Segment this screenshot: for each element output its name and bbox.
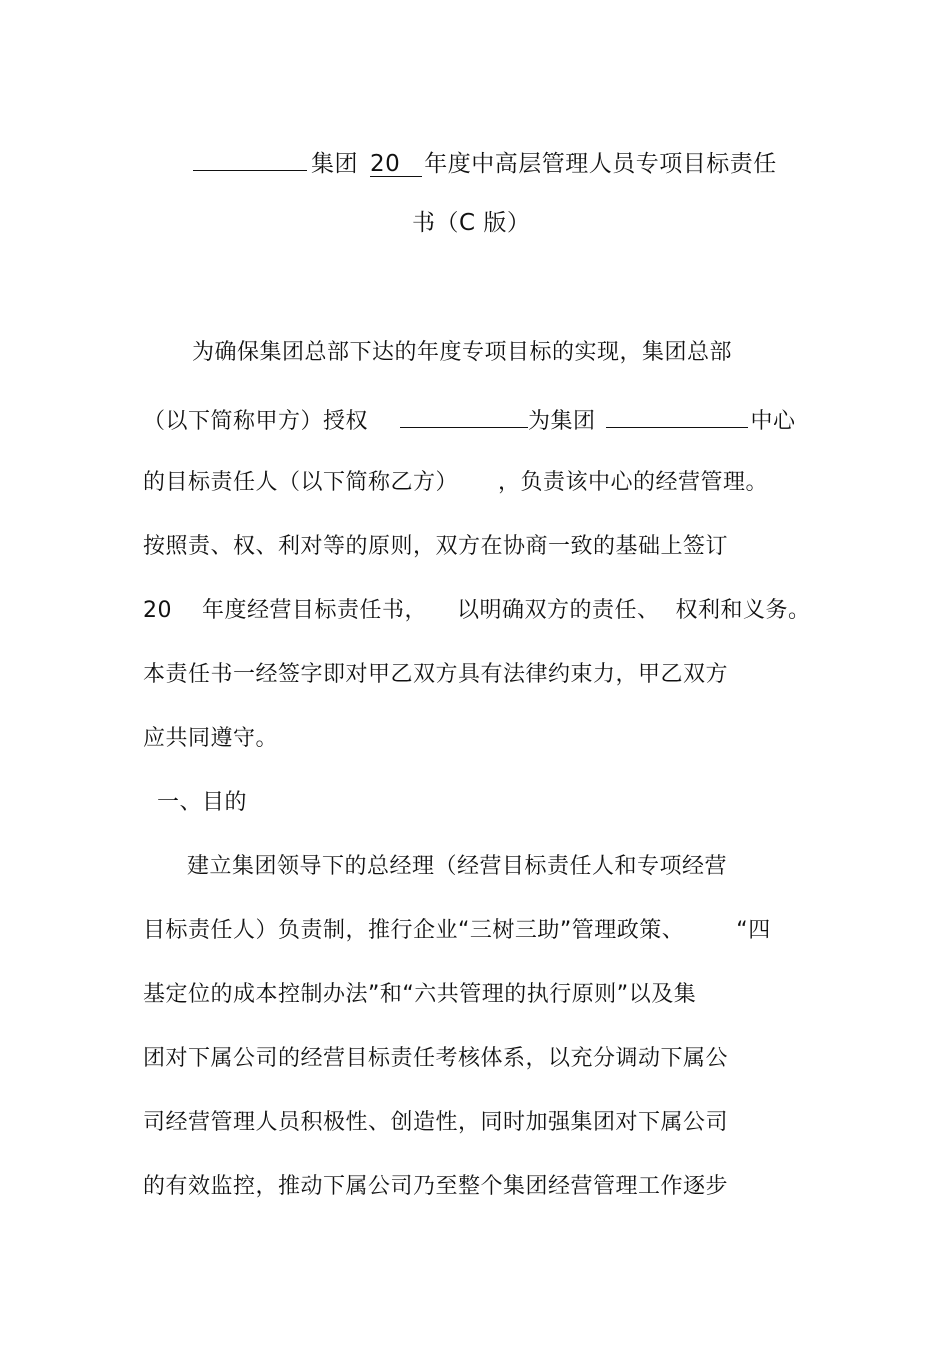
section-1-text-4: 团对下属公司的经营目标责任考核体系，以充分调动下属公: [143, 1046, 729, 1071]
section-1-text-6: 的有效监控，推动下属公司乃至整个集团经营管理工作逐步: [143, 1174, 729, 1199]
section-1-text-2b: “四: [736, 918, 771, 943]
intro-line-4: [143, 532, 728, 562]
title-line-2: 书（C 版）: [412, 210, 531, 236]
title-year: 20: [370, 152, 422, 177]
section-1-line-6: [143, 1172, 728, 1202]
intro-text-5d: 权利和义务。: [675, 598, 811, 623]
intro-line-6: [143, 660, 728, 690]
intro-text-2a: （以下简称甲方）授权: [143, 409, 369, 434]
section-1-text-1: 建立集团领导下的总经理（经营目标责任人和专项经营: [187, 854, 728, 879]
intro-text-4: 按照责、权、利对等的原则，双方在协商一致的基础上签订: [143, 534, 729, 559]
intro-line-2: [143, 403, 796, 437]
section-1-text-3: 基定位的成本控制办法”和“六共管理的执行原则”以及集: [143, 982, 697, 1007]
intro-text-5b: 年度经营目标责任书，: [202, 598, 428, 623]
section-1-heading-text: 一、目的: [157, 790, 248, 815]
section-1-line-2: [143, 916, 771, 946]
responsible-person-blank: [400, 403, 528, 428]
section-1-line-3: [143, 980, 696, 1010]
document-title-line-2: [412, 208, 530, 238]
intro-text-7: 应共同遵守。: [143, 726, 279, 751]
title-part-1: 集团: [311, 151, 358, 177]
intro-line-5: [143, 596, 811, 626]
title-part-2: 年度中高层管理人员专项目标责任: [424, 151, 777, 177]
section-1-line-1: [187, 852, 727, 882]
section-1-heading: [157, 788, 247, 818]
section-1-line-4: [143, 1044, 728, 1074]
intro-text-2c: 中心: [750, 409, 796, 434]
section-1-text-5: 司经营管理人员积极性、创造性，同时加强集团对下属公司: [143, 1110, 729, 1135]
intro-text-3a: 的目标责任人（以下简称乙方）: [143, 470, 459, 495]
intro-line-3: [143, 468, 768, 498]
intro-text-2b: 为集团: [528, 409, 596, 434]
section-1-line-5: [143, 1108, 728, 1138]
intro-text-3b: ，负责该中心的经营管理。: [498, 470, 769, 495]
section-1-text-2a: 目标责任人）负责制，推行企业“三树三助”管理政策、: [143, 918, 685, 943]
title-company-blank: [193, 146, 307, 171]
intro-text-1: 为确保集团总部下达的年度专项目标的实现，集团总部: [192, 340, 733, 365]
center-name-blank: [606, 403, 748, 428]
intro-line-1: [192, 338, 732, 368]
document-title-line-1: [193, 146, 777, 179]
intro-text-5a: 20: [143, 598, 172, 623]
intro-text-5c: 以明确双方的责任、: [457, 598, 660, 623]
intro-text-6: 本责任书一经签字即对甲乙双方具有法律约束力，甲乙双方: [143, 662, 729, 687]
intro-line-7: [143, 724, 278, 754]
